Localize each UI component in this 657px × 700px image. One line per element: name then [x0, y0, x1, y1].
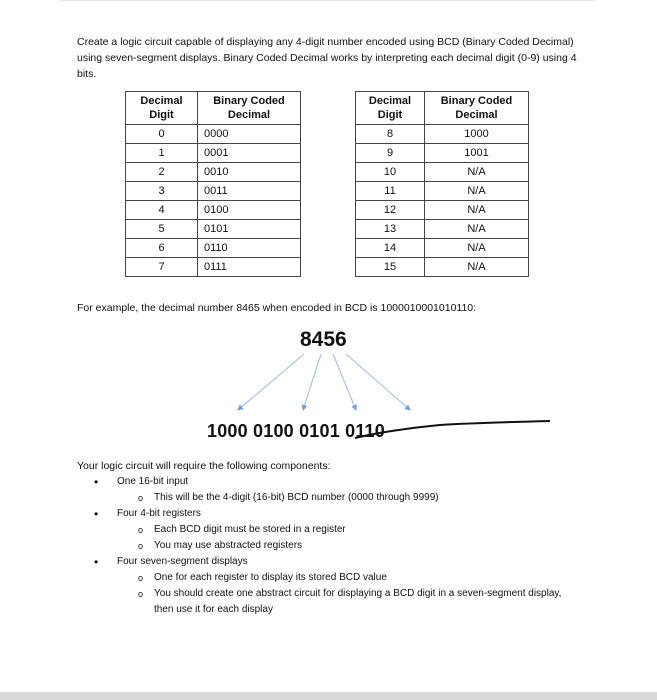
decimal-cell: 7: [126, 258, 198, 277]
decimal-cell: 10: [356, 163, 425, 182]
decimal-cell: 12: [356, 201, 425, 220]
bottom-band: [0, 692, 657, 700]
decimal-cell: 13: [356, 220, 425, 239]
header-decimal-digit: Decimal Digit: [126, 92, 198, 125]
requirement-label: Four 4-bit registers: [117, 508, 201, 519]
sub-list-item: o You may use abstracted registers: [117, 538, 577, 554]
decimal-cell: 11: [356, 182, 425, 201]
decimal-cell: 15: [356, 258, 425, 277]
bcd-cell: 0010: [198, 163, 301, 182]
header-decimal-digit: Decimal Digit: [356, 92, 425, 125]
header-binary-coded-decimal: Binary Coded Decimal: [425, 92, 529, 125]
header-binary-coded-decimal: Binary Coded Decimal: [198, 92, 301, 125]
sub-list: [117, 522, 577, 554]
decimal-number: 8456: [300, 328, 347, 351]
sub-list-item: o Each BCD digit must be stored in a register: [117, 522, 577, 538]
bcd-cell: N/A: [425, 201, 529, 220]
sub-list: [117, 570, 577, 618]
list-item: [77, 474, 577, 506]
list-item: [77, 554, 577, 618]
bcd-cell: 0000: [198, 125, 301, 144]
requirements-list: [77, 474, 577, 618]
bcd-cell: 0101: [198, 220, 301, 239]
bcd-cell: 0110: [198, 239, 301, 258]
arrow-digit-1: [238, 354, 304, 410]
bcd-cell: 1001: [425, 144, 529, 163]
requirement-label: One 16-bit input: [117, 476, 189, 487]
sub-list-item: o You should create one abstract circuit for displaying a BCD digit in a seven-segment display, then use it for each display: [117, 586, 577, 618]
example-text: For example, the decimal number 8465 when encoded in BCD is 1000010001010110:: [77, 302, 477, 314]
decimal-cell: 3: [126, 182, 198, 201]
arrow-digit-4: [346, 354, 410, 410]
arrow-digit-3: [333, 354, 356, 410]
bcd-cell: N/A: [425, 182, 529, 201]
bcd-number: 1000 0100 0101 0110: [207, 421, 385, 441]
bcd-cell: 1000: [425, 125, 529, 144]
intro-paragraph: Create a logic circuit capable of displaying any 4-digit number encoded using BCD (Binary Coded Decimal) using seven-segment displays. Binary Coded Decimal works by interpreting each decimal digit (0-9) using 4 bits.: [77, 36, 577, 80]
decimal-cell: 1: [126, 144, 198, 163]
bcd-cell: N/A: [425, 163, 529, 182]
sub-list-item: o This will be the 4-digit (16-bit) BCD number (0000 through 9999): [117, 490, 577, 506]
sub-list-item: o One for each register to display its stored BCD value: [117, 570, 577, 586]
bcd-cell: N/A: [425, 220, 529, 239]
bcd-cell: 0100: [198, 201, 301, 220]
bcd-cell: N/A: [425, 258, 529, 277]
bcd-cell: 0001: [198, 144, 301, 163]
decimal-cell: 6: [126, 239, 198, 258]
decimal-cell: 14: [356, 239, 425, 258]
decimal-cell: 4: [126, 201, 198, 220]
bcd-cell: 0111: [198, 258, 301, 277]
decimal-cell: 0: [126, 125, 198, 144]
requirements-title: Your logic circuit will require the following components:: [77, 460, 331, 472]
bcd-cell: N/A: [425, 239, 529, 258]
arrow-digit-2: [303, 354, 321, 410]
decimal-cell: 5: [126, 220, 198, 239]
decimal-cell: 8: [356, 125, 425, 144]
decimal-cell: 2: [126, 163, 198, 182]
bcd-cell: 0011: [198, 182, 301, 201]
sub-list: [117, 490, 577, 506]
decimal-cell: 9: [356, 144, 425, 163]
list-item: [77, 506, 577, 554]
requirement-label: Four seven-segment displays: [117, 556, 248, 567]
